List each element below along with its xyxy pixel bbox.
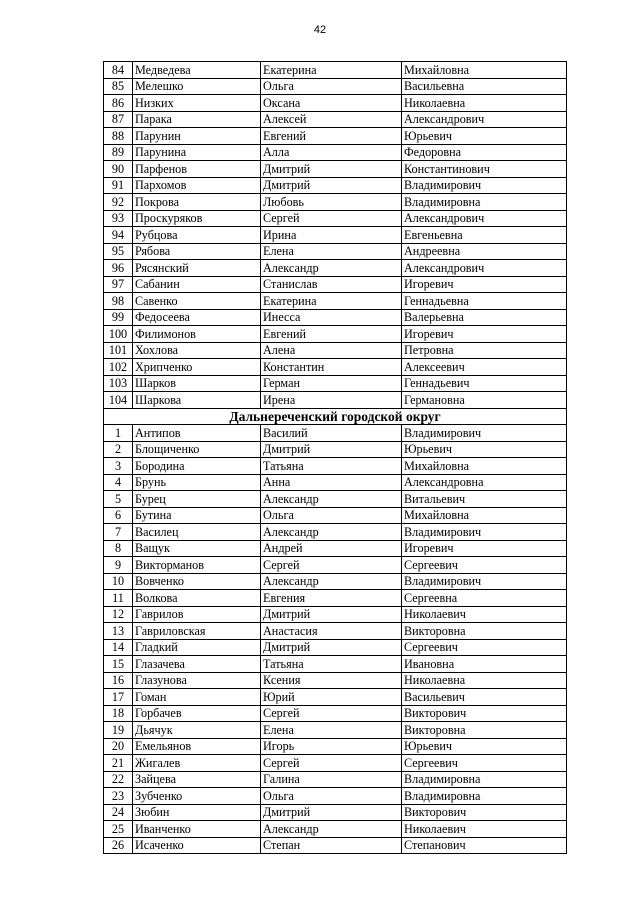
section-title: Дальнереченский городской округ — [104, 408, 567, 425]
first-name-cell: Татьяна — [261, 458, 402, 475]
patronymic-cell: Владимировна — [402, 771, 567, 788]
patronymic-cell: Федоровна — [402, 144, 567, 161]
patronymic-cell: Владимирович — [402, 177, 567, 194]
last-name-cell: Медведева — [133, 62, 261, 79]
last-name-cell: Шаркова — [133, 392, 261, 409]
patronymic-cell: Викторовна — [402, 722, 567, 739]
first-name-cell: Игорь — [261, 738, 402, 755]
first-name-cell: Ольга — [261, 507, 402, 524]
patronymic-cell: Владимирович — [402, 524, 567, 541]
table-row — [104, 639, 567, 656]
row-number-cell: 25 — [104, 821, 133, 838]
first-name-cell: Дмитрий — [261, 161, 402, 178]
patronymic-cell: Валерьевна — [402, 309, 567, 326]
patronymic-cell: Александрович — [402, 260, 567, 277]
patronymic-cell: Геннадьевич — [402, 375, 567, 392]
patronymic-cell: Николаевна — [402, 95, 567, 112]
first-name-cell: Любовь — [261, 194, 402, 211]
last-name-cell: Шарков — [133, 375, 261, 392]
row-number-cell: 98 — [104, 293, 133, 310]
patronymic-cell: Владимирович — [402, 573, 567, 590]
row-number-cell: 104 — [104, 392, 133, 409]
table-row — [104, 821, 567, 838]
first-name-cell: Татьяна — [261, 656, 402, 673]
row-number-cell: 22 — [104, 771, 133, 788]
first-name-cell: Станислав — [261, 276, 402, 293]
last-name-cell: Сабанин — [133, 276, 261, 293]
table-row — [104, 95, 567, 112]
row-number-cell: 23 — [104, 788, 133, 805]
last-name-cell: Горбачев — [133, 705, 261, 722]
last-name-cell: Покрова — [133, 194, 261, 211]
table-row — [104, 557, 567, 574]
last-name-cell: Брунь — [133, 474, 261, 491]
first-name-cell: Анна — [261, 474, 402, 491]
patronymic-cell: Петровна — [402, 342, 567, 359]
row-number-cell: 12 — [104, 606, 133, 623]
patronymic-cell: Владимировна — [402, 788, 567, 805]
last-name-cell: Бутина — [133, 507, 261, 524]
first-name-cell: Василий — [261, 425, 402, 442]
first-name-cell: Алла — [261, 144, 402, 161]
patronymic-cell: Игоревич — [402, 326, 567, 343]
table-row — [104, 656, 567, 673]
last-name-cell: Парфенов — [133, 161, 261, 178]
table-row — [104, 837, 567, 854]
table-row — [104, 606, 567, 623]
row-number-cell: 7 — [104, 524, 133, 541]
first-name-cell: Дмитрий — [261, 606, 402, 623]
first-name-cell: Ольга — [261, 78, 402, 95]
last-name-cell: Рубцова — [133, 227, 261, 244]
row-number-cell: 92 — [104, 194, 133, 211]
patronymic-cell: Михайловна — [402, 62, 567, 79]
first-name-cell: Юрий — [261, 689, 402, 706]
row-number-cell: 16 — [104, 672, 133, 689]
row-number-cell: 90 — [104, 161, 133, 178]
first-name-cell: Ксения — [261, 672, 402, 689]
table-row — [104, 672, 567, 689]
row-number-cell: 8 — [104, 540, 133, 557]
row-number-cell: 18 — [104, 705, 133, 722]
first-name-cell: Дмитрий — [261, 441, 402, 458]
table-row — [104, 458, 567, 475]
table-row — [104, 804, 567, 821]
table-row — [104, 260, 567, 277]
first-name-cell: Дмитрий — [261, 177, 402, 194]
row-number-cell: 3 — [104, 458, 133, 475]
last-name-cell: Мелешко — [133, 78, 261, 95]
table-row — [104, 755, 567, 772]
last-name-cell: Бурец — [133, 491, 261, 508]
last-name-cell: Исаченко — [133, 837, 261, 854]
table-row — [104, 359, 567, 376]
last-name-cell: Волкова — [133, 590, 261, 607]
first-name-cell: Александр — [261, 524, 402, 541]
table-row — [104, 507, 567, 524]
patronymic-cell: Викторовна — [402, 623, 567, 640]
last-name-cell: Глазачева — [133, 656, 261, 673]
patronymic-cell: Владимировна — [402, 194, 567, 211]
last-name-cell: Гладкий — [133, 639, 261, 656]
patronymic-cell: Геннадьевна — [402, 293, 567, 310]
patronymic-cell: Николаевна — [402, 672, 567, 689]
first-name-cell: Анастасия — [261, 623, 402, 640]
row-number-cell: 9 — [104, 557, 133, 574]
last-name-cell: Федосеева — [133, 309, 261, 326]
patronymic-cell: Николаевич — [402, 821, 567, 838]
table-row — [104, 276, 567, 293]
last-name-cell: Гоман — [133, 689, 261, 706]
table-row — [104, 161, 567, 178]
first-name-cell: Степан — [261, 837, 402, 854]
patronymic-cell: Александровна — [402, 474, 567, 491]
table-row — [104, 111, 567, 128]
patronymic-cell: Васильевич — [402, 689, 567, 706]
row-number-cell: 100 — [104, 326, 133, 343]
patronymic-cell: Николаевич — [402, 606, 567, 623]
row-number-cell: 103 — [104, 375, 133, 392]
last-name-cell: Викторманов — [133, 557, 261, 574]
patronymic-cell: Степанович — [402, 837, 567, 854]
last-name-cell: Гаврилов — [133, 606, 261, 623]
section-header-row — [104, 408, 567, 425]
first-name-cell: Ирена — [261, 392, 402, 409]
row-number-cell: 10 — [104, 573, 133, 590]
first-name-cell: Сергей — [261, 557, 402, 574]
first-name-cell: Евгений — [261, 326, 402, 343]
row-number-cell: 20 — [104, 738, 133, 755]
last-name-cell: Савенко — [133, 293, 261, 310]
row-number-cell: 4 — [104, 474, 133, 491]
first-name-cell: Андрей — [261, 540, 402, 557]
last-name-cell: Рясянский — [133, 260, 261, 277]
row-number-cell: 26 — [104, 837, 133, 854]
first-name-cell: Елена — [261, 243, 402, 260]
last-name-cell: Вовченко — [133, 573, 261, 590]
row-number-cell: 91 — [104, 177, 133, 194]
table-row — [104, 342, 567, 359]
table-row — [104, 227, 567, 244]
section-header-group — [104, 408, 567, 425]
patronymic-cell: Михайловна — [402, 507, 567, 524]
row-number-cell: 85 — [104, 78, 133, 95]
last-name-cell: Ващук — [133, 540, 261, 557]
patronymic-cell: Михайловна — [402, 458, 567, 475]
first-name-cell: Евгений — [261, 128, 402, 145]
last-name-cell: Зайцева — [133, 771, 261, 788]
patronymic-cell: Сергеевич — [402, 639, 567, 656]
table-row — [104, 375, 567, 392]
table-row — [104, 293, 567, 310]
patronymic-cell: Александрович — [402, 210, 567, 227]
table-row — [104, 194, 567, 211]
first-name-cell: Инесса — [261, 309, 402, 326]
table-row — [104, 441, 567, 458]
table-row — [104, 425, 567, 442]
patronymic-cell: Юрьевич — [402, 738, 567, 755]
patronymic-cell: Евгеньевна — [402, 227, 567, 244]
patronymic-cell: Константинович — [402, 161, 567, 178]
row-number-cell: 87 — [104, 111, 133, 128]
table-row — [104, 722, 567, 739]
last-name-cell: Зубченко — [133, 788, 261, 805]
roster-table — [103, 61, 567, 854]
first-name-cell: Сергей — [261, 705, 402, 722]
patronymic-cell: Германовна — [402, 392, 567, 409]
table-row — [104, 705, 567, 722]
patronymic-cell: Игоревич — [402, 276, 567, 293]
roster-rows-top — [104, 62, 567, 409]
roster-rows-bottom — [104, 425, 567, 854]
patronymic-cell: Юрьевич — [402, 128, 567, 145]
first-name-cell: Сергей — [261, 210, 402, 227]
row-number-cell: 102 — [104, 359, 133, 376]
row-number-cell: 19 — [104, 722, 133, 739]
row-number-cell: 11 — [104, 590, 133, 607]
row-number-cell: 17 — [104, 689, 133, 706]
last-name-cell: Иванченко — [133, 821, 261, 838]
row-number-cell: 93 — [104, 210, 133, 227]
last-name-cell: Проскуряков — [133, 210, 261, 227]
last-name-cell: Антипов — [133, 425, 261, 442]
last-name-cell: Хрипченко — [133, 359, 261, 376]
first-name-cell: Александр — [261, 260, 402, 277]
row-number-cell: 13 — [104, 623, 133, 640]
last-name-cell: Филимонов — [133, 326, 261, 343]
row-number-cell: 6 — [104, 507, 133, 524]
first-name-cell: Елена — [261, 722, 402, 739]
first-name-cell: Оксана — [261, 95, 402, 112]
table-row — [104, 738, 567, 755]
last-name-cell: Пархомов — [133, 177, 261, 194]
table-row — [104, 491, 567, 508]
first-name-cell: Герман — [261, 375, 402, 392]
patronymic-cell: Сергеевич — [402, 557, 567, 574]
table-row — [104, 78, 567, 95]
last-name-cell: Емельянов — [133, 738, 261, 755]
table-row — [104, 474, 567, 491]
table-row — [104, 590, 567, 607]
page-number: 42 — [313, 24, 327, 36]
row-number-cell: 24 — [104, 804, 133, 821]
last-name-cell: Блощиченко — [133, 441, 261, 458]
first-name-cell: Евгения — [261, 590, 402, 607]
patronymic-cell: Сергеевич — [402, 755, 567, 772]
last-name-cell: Рябова — [133, 243, 261, 260]
table-row — [104, 62, 567, 79]
table-row — [104, 573, 567, 590]
first-name-cell: Константин — [261, 359, 402, 376]
first-name-cell: Александр — [261, 821, 402, 838]
first-name-cell: Ирина — [261, 227, 402, 244]
table-row — [104, 243, 567, 260]
last-name-cell: Зюбин — [133, 804, 261, 821]
table-row — [104, 689, 567, 706]
patronymic-cell: Алексеевич — [402, 359, 567, 376]
row-number-cell: 89 — [104, 144, 133, 161]
last-name-cell: Дьячук — [133, 722, 261, 739]
last-name-cell: Хохлова — [133, 342, 261, 359]
patronymic-cell: Ивановна — [402, 656, 567, 673]
table-row — [104, 524, 567, 541]
last-name-cell: Гавриловская — [133, 623, 261, 640]
table-row — [104, 326, 567, 343]
row-number-cell: 86 — [104, 95, 133, 112]
table-row — [104, 788, 567, 805]
row-number-cell: 94 — [104, 227, 133, 244]
last-name-cell: Парунин — [133, 128, 261, 145]
row-number-cell: 95 — [104, 243, 133, 260]
row-number-cell: 101 — [104, 342, 133, 359]
row-number-cell: 88 — [104, 128, 133, 145]
table-row — [104, 540, 567, 557]
last-name-cell: Парунина — [133, 144, 261, 161]
table-row — [104, 128, 567, 145]
last-name-cell: Василец — [133, 524, 261, 541]
patronymic-cell: Александрович — [402, 111, 567, 128]
first-name-cell: Сергей — [261, 755, 402, 772]
first-name-cell: Алена — [261, 342, 402, 359]
row-number-cell: 14 — [104, 639, 133, 656]
last-name-cell: Бородина — [133, 458, 261, 475]
row-number-cell: 84 — [104, 62, 133, 79]
row-number-cell: 1 — [104, 425, 133, 442]
row-number-cell: 99 — [104, 309, 133, 326]
table-row — [104, 392, 567, 409]
first-name-cell: Дмитрий — [261, 804, 402, 821]
patronymic-cell: Андреевна — [402, 243, 567, 260]
table-row — [104, 771, 567, 788]
patronymic-cell: Владимирович — [402, 425, 567, 442]
row-number-cell: 97 — [104, 276, 133, 293]
patronymic-cell: Юрьевич — [402, 441, 567, 458]
row-number-cell: 5 — [104, 491, 133, 508]
last-name-cell: Низких — [133, 95, 261, 112]
table-row — [104, 309, 567, 326]
patronymic-cell: Витальевич — [402, 491, 567, 508]
first-name-cell: Галина — [261, 771, 402, 788]
table-row — [104, 623, 567, 640]
patronymic-cell: Игоревич — [402, 540, 567, 557]
table-row — [104, 177, 567, 194]
first-name-cell: Ольга — [261, 788, 402, 805]
row-number-cell: 15 — [104, 656, 133, 673]
table-row — [104, 144, 567, 161]
first-name-cell: Екатерина — [261, 62, 402, 79]
row-number-cell: 21 — [104, 755, 133, 772]
patronymic-cell: Викторович — [402, 705, 567, 722]
row-number-cell: 2 — [104, 441, 133, 458]
patronymic-cell: Викторович — [402, 804, 567, 821]
row-number-cell: 96 — [104, 260, 133, 277]
last-name-cell: Жигалев — [133, 755, 261, 772]
first-name-cell: Александр — [261, 573, 402, 590]
first-name-cell: Екатерина — [261, 293, 402, 310]
last-name-cell: Глазунова — [133, 672, 261, 689]
patronymic-cell: Сергеевна — [402, 590, 567, 607]
first-name-cell: Александр — [261, 491, 402, 508]
first-name-cell: Алексей — [261, 111, 402, 128]
last-name-cell: Парака — [133, 111, 261, 128]
patronymic-cell: Васильевна — [402, 78, 567, 95]
table-row — [104, 210, 567, 227]
first-name-cell: Дмитрий — [261, 639, 402, 656]
